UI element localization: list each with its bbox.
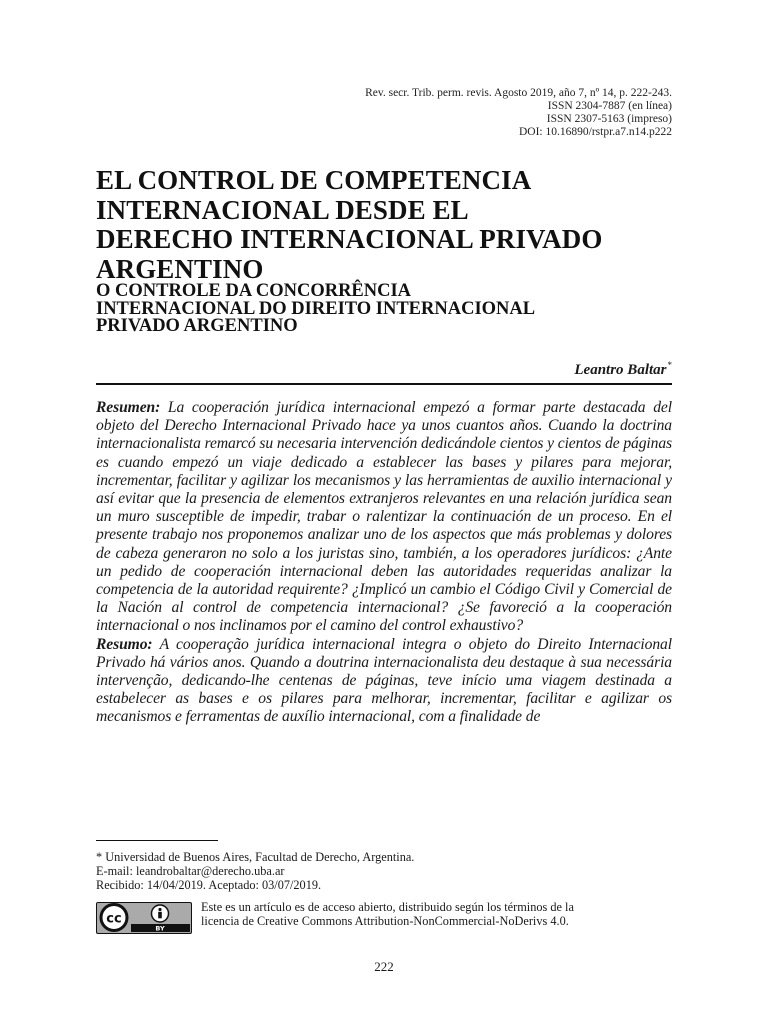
journal-metadata: [365, 87, 672, 139]
license-line: Este es un artículo es de acceso abierto, distribuido según los términos de la: [201, 900, 574, 914]
abstract-pt-text: A cooperação jurídica internacional integra o objeto do Direito Internacional Privado há vários anos. Quando a doutrina internacionalista deu destaque à sua necessária intervenção, dedicando-lhe centenas de páginas, teve início uma viagem destinada a estabelecer as bases e os pilares para melhorar, incrementar, facilitar e agilizar os mecanismos e ferramentas de auxílio internacional, com a finalidade de: [96, 635, 672, 726]
abstract-es-label: Resumen:: [96, 399, 161, 416]
page-number: 222: [374, 959, 394, 974]
title-divider: [96, 383, 672, 385]
abstract-pt-label: Resumo:: [96, 635, 153, 653]
author-footnote-mark: *: [667, 360, 672, 370]
by-label: BY: [155, 924, 165, 932]
cc-logo-text: cc: [106, 911, 122, 927]
abstract-pt: [96, 636, 672, 727]
article-title-es: [96, 166, 672, 284]
license-block: [96, 900, 672, 936]
title-es-line: DERECHO INTERNACIONAL PRIVADO: [96, 224, 603, 254]
cc-by-license-icon[interactable]: [96, 902, 192, 934]
title-pt-line: PRIVADO ARGENTINO: [96, 316, 298, 336]
footnotes: [96, 850, 672, 892]
abstract-es-text: La cooperación jurídica internacional empezó a formar parte destacada del objeto del Derecho Internacional Privado hace ya unos cuantos años. Cuando la doctrina internacionalista remarcó su necesaria intervención dedicándole cientos y cientos de páginas es cuando empezó un viaje dedicado a establecer las bases y pilares para mejorar, incrementar, facilitar y agilizar los mecanismos y las herramientas de auxilio internacional y así evitar que la presencia de elementos extranjeros relevantes en una relación jurídica sean un muro susceptible de impedir, trabar o ralentizar la continuación de un proceso. En el presente trabajo nos proponemos analizar uno de los aspectos que más problemas y dolores de cabeza generaron no solo a los juristas sino, también, a los operadores jurídicos: ¿Ante un pedido de cooperación internacional deben las autoridades requeridas analizar la competencia de la autoridad requirente? ¿Implicó un cambio el Código Civil y Comercial de la Nación al control de competencia internacional? ¿Se favoreció a la cooperación internacional o nos inclinamos por el camino del control exhaustivo?: [96, 399, 673, 635]
license-text: [201, 900, 672, 928]
author-byline: [574, 360, 672, 379]
attribution-person-head: [158, 908, 161, 911]
footnote-affiliation: * Universidad de Buenos Aires, Facultad de Derecho, Argentina.: [96, 850, 415, 864]
attribution-person-body: [158, 912, 162, 919]
footnote-divider: [96, 840, 218, 841]
cc-badge-graphic: [97, 903, 190, 932]
journal-citation: Rev. secr. Trib. perm. revis. Agosto 2019, año 7, nº 14, p. 222-243.: [365, 87, 672, 99]
license-line: licencia de Creative Commons Attribution-NonCommercial-NoDerivs 4.0.: [201, 914, 569, 928]
doi: DOI: 10.16890/rstpr.a7.n14.p222: [518, 126, 672, 138]
footnote-dates: Recibido: 14/04/2019. Aceptado: 03/07/2019.: [96, 878, 322, 892]
abstract-es: [96, 399, 672, 636]
article-title-pt: [96, 283, 672, 336]
title-pt-line: O CONTROLE DA CONCORRÊNCIA: [96, 281, 412, 301]
title-es-line: EL CONTROL DE COMPETENCIA: [96, 165, 532, 195]
author-name: Leantro Baltar: [574, 362, 667, 378]
title-pt-line: INTERNACIONAL DO DIREITO INTERNACIONAL: [96, 298, 536, 319]
footnote-email: E-mail: leandrobaltar@derecho.uba.ar: [96, 864, 285, 878]
abstract-section: [96, 399, 672, 727]
title-es-line: ARGENTINO: [96, 253, 264, 284]
title-es-line: INTERNACIONAL DESDE EL: [96, 194, 469, 225]
issn-print: ISSN 2307-5163 (impreso): [546, 113, 672, 125]
article-page: [96, 0, 672, 1024]
issn-online: ISSN 2304-7887 (en línea): [547, 100, 672, 112]
